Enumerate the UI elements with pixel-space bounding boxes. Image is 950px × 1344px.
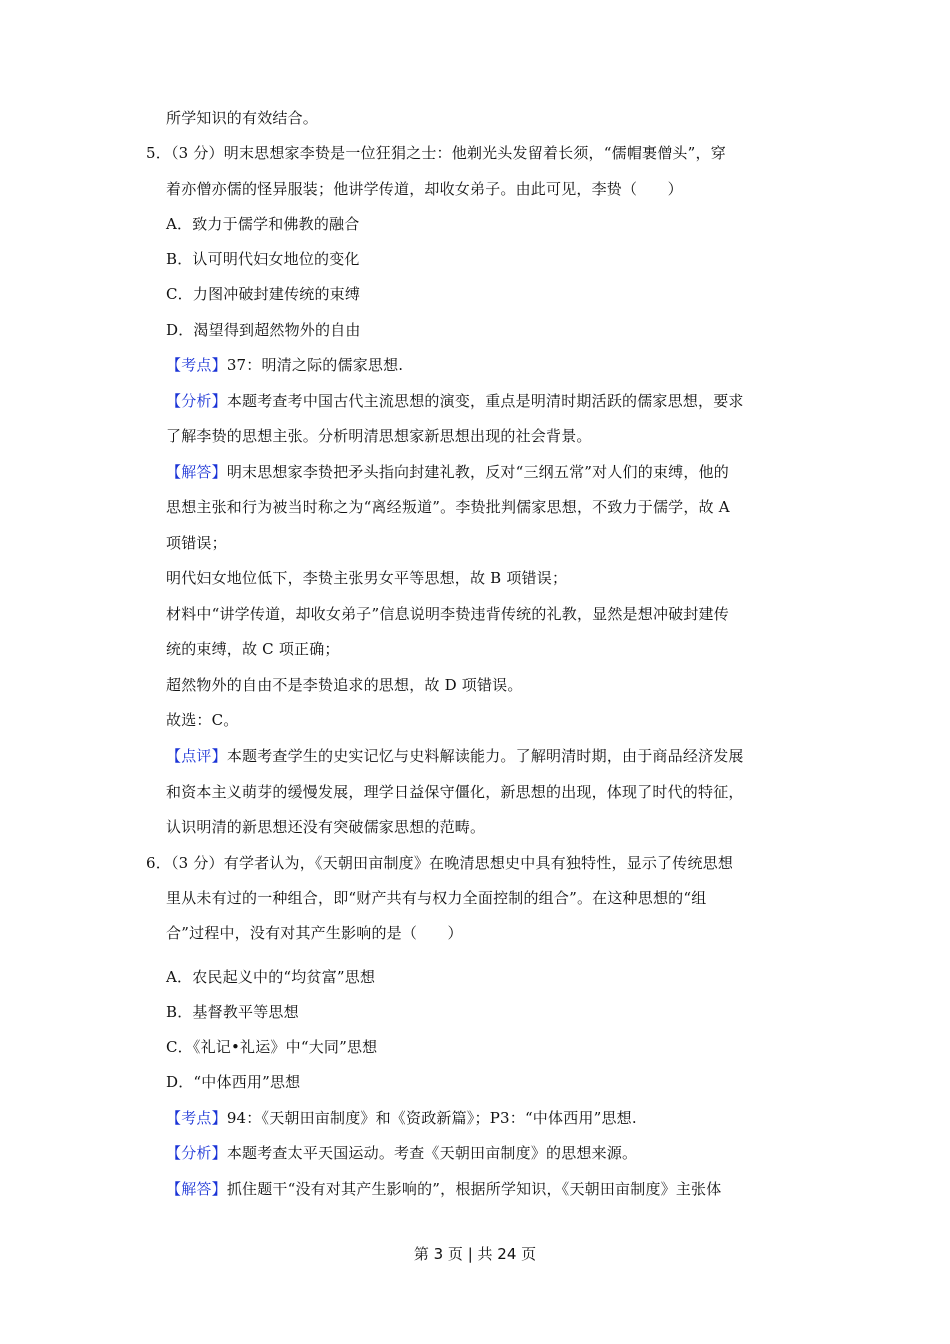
annotation-line bbox=[166, 1179, 721, 1199]
text-line bbox=[166, 284, 360, 304]
line-text: C．力图冲破封建传统的束缚 bbox=[166, 285, 361, 303]
line-text: 本题考查考中国古代主流思想的演变，重点是明清时期活跃的儒家思想，要求 bbox=[226, 392, 744, 410]
page-footer: 第 3 页 | 共 24 页 bbox=[413, 1245, 537, 1263]
line-text: 思想主张和行为被当时称之为“离经叛道”。李贽批判儒家思想，不致力于儒学，故 A bbox=[166, 498, 730, 516]
text-line bbox=[166, 639, 340, 659]
text-line bbox=[166, 497, 730, 517]
text-line bbox=[166, 604, 729, 624]
text-line bbox=[166, 249, 360, 269]
annotation-line bbox=[166, 1108, 637, 1128]
line-text: 明末思想家李贽把矛头指向封建礼教，反对“三纲五常”对人们的束缚，他的 bbox=[226, 463, 729, 481]
line-text: 故选：C。 bbox=[166, 711, 239, 729]
line-text: 明代妇女地位低下，李贽主张男女平等思想，故 B 项错误； bbox=[166, 569, 568, 587]
text-line bbox=[166, 782, 744, 802]
line-text: 所学知识的有效结合。 bbox=[166, 109, 319, 127]
line-text: 37：明清之际的儒家思想. bbox=[226, 356, 404, 374]
text-line bbox=[166, 214, 359, 234]
line-text: D．渴望得到超然物外的自由 bbox=[166, 321, 361, 339]
line-text: C．《礼记•礼运》中“大同”思想 bbox=[166, 1038, 378, 1056]
text-line bbox=[166, 179, 683, 199]
annotation-line bbox=[166, 391, 744, 411]
text-line bbox=[146, 143, 726, 163]
line-text: 6．（3 分）有学者认为，《天朝田亩制度》在晚清思想史中具有独特性，显示了传统思想 bbox=[146, 854, 734, 872]
section-tag: 【点评】 bbox=[166, 747, 227, 765]
annotation-line bbox=[166, 1143, 637, 1163]
line-text: 超然物外的自由不是李贽追求的思想，故 D 项错误。 bbox=[166, 676, 523, 694]
line-text: A．农民起义中的“均贫富”思想 bbox=[166, 968, 376, 986]
line-text: D．“中体西用”思想 bbox=[166, 1073, 301, 1091]
line-text: 了解李贽的思想主张。分析明清思想家新思想出现的社会背景。 bbox=[166, 427, 592, 445]
line-text: 本题考查太平天国运动。考查《天朝田亩制度》的思想来源。 bbox=[226, 1144, 638, 1162]
text-line bbox=[166, 533, 227, 553]
line-text: 本题考查学生的史实记忆与史料解读能力。了解明清时期，由于商品经济发展 bbox=[226, 747, 744, 765]
line-text: 材料中“讲学传道，却收女弟子”信息说明李贽违背传统的礼教，显然是想冲破封建传 bbox=[166, 605, 729, 623]
line-text: A．致力于儒学和佛教的融合 bbox=[166, 215, 360, 233]
text-line bbox=[166, 888, 706, 908]
text-line bbox=[166, 1002, 299, 1022]
section-tag: 【解答】 bbox=[166, 463, 227, 481]
annotation-line bbox=[166, 746, 744, 766]
text-line bbox=[166, 1072, 300, 1092]
text-line bbox=[166, 923, 463, 943]
line-text: 项错误； bbox=[166, 534, 227, 552]
line-text: 着亦僧亦儒的怪异服装；他讲学传道，却收女弟子。由此可见，李贽（ ） bbox=[166, 180, 683, 198]
line-text: 94：《天朝田亩制度》和《资政新篇》；P3：“中体西用”思想. bbox=[226, 1109, 637, 1127]
section-tag: 【考点】 bbox=[166, 356, 227, 374]
section-tag: 【分析】 bbox=[166, 392, 227, 410]
annotation-line bbox=[166, 462, 729, 482]
text-line bbox=[166, 568, 567, 588]
text-line bbox=[166, 1037, 377, 1057]
text-line bbox=[146, 853, 733, 873]
line-text: 认识明清的新思想还没有突破儒家思想的范畴。 bbox=[166, 818, 486, 836]
text-line bbox=[166, 967, 375, 987]
line-text: 和资本主义萌芽的缓慢发展，理学日益保守僵化，新思想的出现，体现了时代的特征， bbox=[166, 783, 744, 801]
section-tag: 【分析】 bbox=[166, 1144, 227, 1162]
annotation-line bbox=[166, 355, 403, 375]
text-line bbox=[166, 108, 318, 128]
section-tag: 【解答】 bbox=[166, 1180, 227, 1198]
text-line bbox=[166, 710, 238, 730]
text-line bbox=[166, 426, 592, 446]
line-text: B．认可明代妇女地位的变化 bbox=[166, 250, 360, 268]
section-tag: 【考点】 bbox=[166, 1109, 227, 1127]
line-text: 抓住题干“没有对其产生影响的”，根据所学知识，《天朝田亩制度》主张体 bbox=[226, 1180, 722, 1198]
text-line bbox=[166, 320, 361, 340]
line-text: B．基督教平等思想 bbox=[166, 1003, 299, 1021]
line-text: 统的束缚，故 C 项正确； bbox=[166, 640, 340, 658]
line-text: 合”过程中，没有对其产生影响的是（ ） bbox=[166, 924, 463, 942]
line-text: 5．（3 分）明末思想家李贽是一位狂狷之士：他剃光头发留着长须，“儒帽裹僧头”，穿 bbox=[146, 144, 726, 162]
text-line bbox=[166, 817, 485, 837]
text-line bbox=[166, 675, 523, 695]
line-text: 里从未有过的一种组合，即“财产共有与权力全面控制的组合”。在这种思想的“组 bbox=[166, 889, 707, 907]
